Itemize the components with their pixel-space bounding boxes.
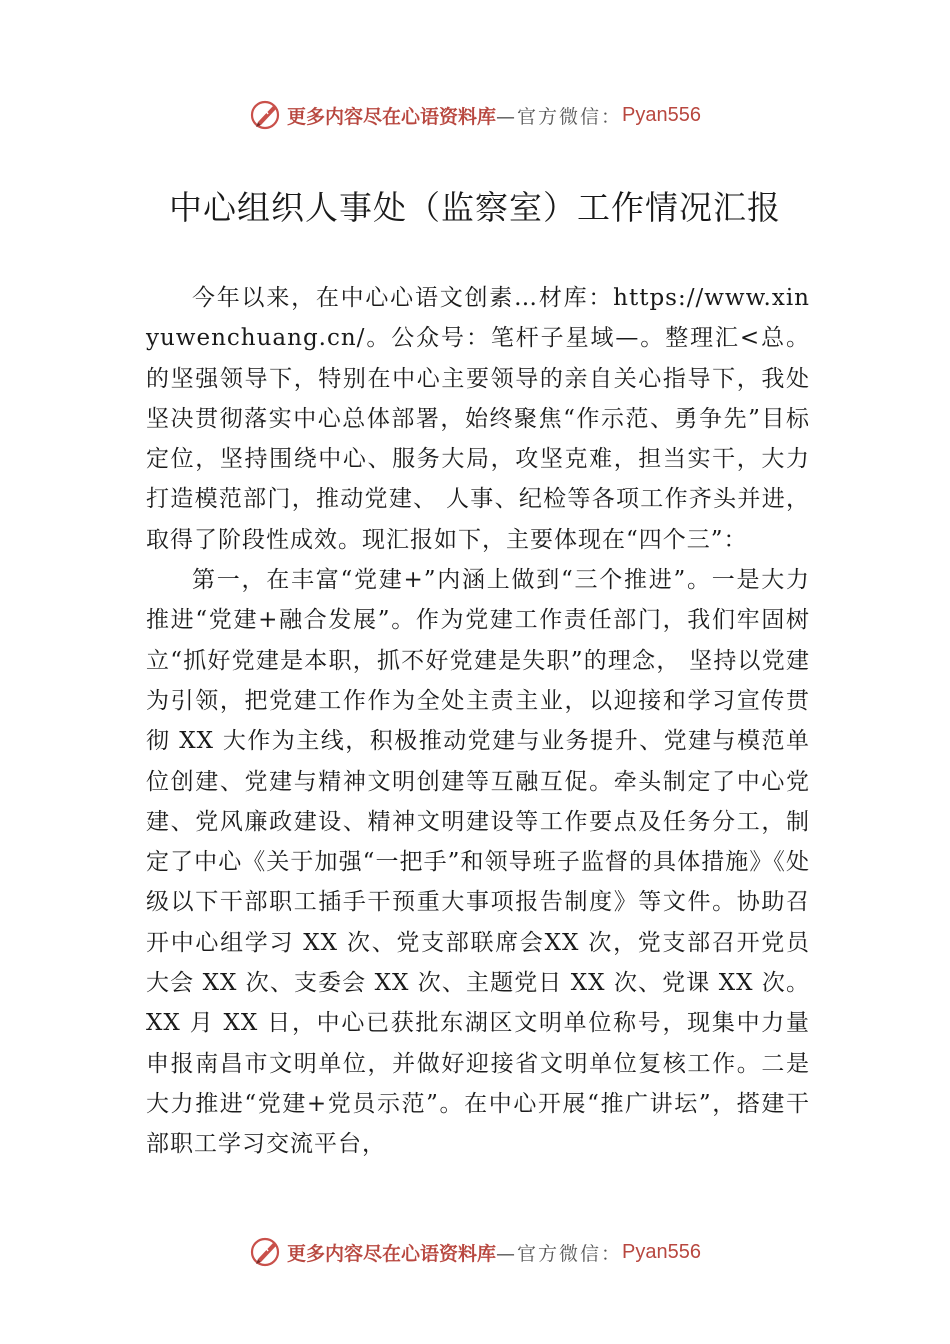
- banner-text: 更多内容尽在心语资料库: [287, 1242, 497, 1265]
- pen-logo-icon: [249, 1235, 283, 1269]
- document-body: [146, 278, 810, 1165]
- banner-brand: —官方微信：: [496, 105, 623, 128]
- banner-wechat-id: Pyan556: [622, 1240, 701, 1263]
- banner-wechat-id: Pyan556: [622, 103, 701, 126]
- pen-logo-icon: [249, 98, 283, 132]
- footer-watermark-banner: [0, 1232, 950, 1272]
- paragraph-intro: 今年以来，在中心心语文创素…材库：https://www.xinyuwenchuang.cn/。公众号：笔杆子星域—。整理汇<总。的坚强领导下，特别在中心主要领导的亲自关心指导下，我处坚决贯彻落实中心总体部署，始终聚焦“作示范、勇争先”目标定位，坚持围绕中心、服务大局，攻坚克难，担当实干，大力打造模范部门，推动党建、 人事、纪检等各项工作齐头并进，取得了阶段性成效。现汇报如下，主要体现在“四个三”：: [146, 285, 810, 553]
- banner-text: 更多内容尽在心语资料库: [287, 105, 497, 128]
- banner-brand: —官方微信：: [496, 1242, 623, 1265]
- header-watermark-banner: [0, 95, 950, 135]
- paragraph-first-section: 第一，在丰富“党建+”内涵上做到“三个推进”。一是大力推进“党建+融合发展”。作为党建工作责任部门，我们牢固树立“抓好党建是本职，抓不好党建是失职”的理念， 坚持以党建为引领，把党建工作作为全处主责主业，以迎接和学习宣传贯彻 XX 大作为主线，积极推动党建与业务提升、党建与模范单位创建、党建与精神文明创建等互融互促。牵头制定了中心党建、党风廉政建设、精神文明建设等工作要点及任务分工，制定了中心《关于加强“一把手”和领导班子监督的具体措施》《处级以下干部职工插手干预重大事项报告制度》等文件。协助召开中心组学习 XX 次、党支部联席会XX 次，党支部召开党员大会 XX 次、支委会 XX 次、主题党日 XX 次、党课 XX 次。XX 月 XX 日，中心已获批东湖区文明单位称号，现集中力量申报南昌市文明单位，并做好迎接省文明单位复核工作。二是大力推进“党建+党员示范”。在中心开展“推广讲坛”，搭建干部职工学习交流平台，: [146, 567, 810, 1158]
- document-title: 中心组织人事处（监察室）工作情况汇报: [169, 188, 781, 227]
